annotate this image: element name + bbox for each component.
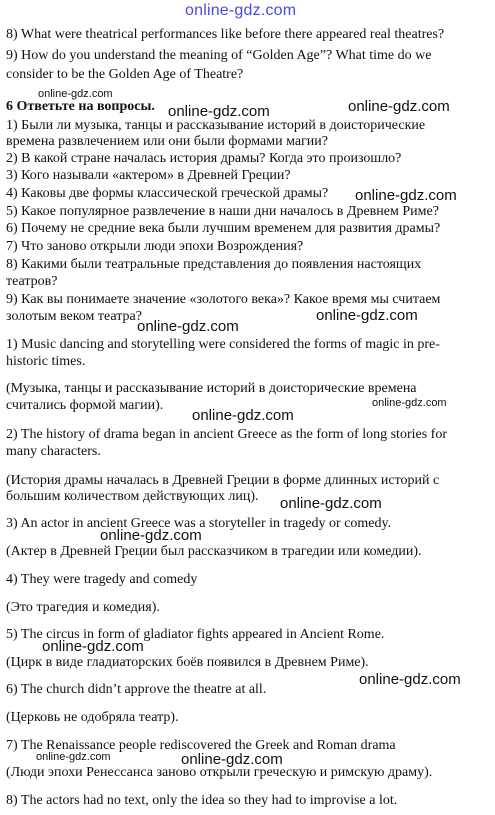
question-9-en-line2: consider to be the Golden Age of Theatre? bbox=[6, 67, 244, 82]
answer-2-en-line1: 2) The history of drama began in ancient Greece as the form of long stories for bbox=[6, 427, 447, 442]
watermark: online-gdz.com bbox=[348, 98, 450, 115]
watermark: online-gdz.com bbox=[100, 527, 202, 544]
question-8-ru-line1: 8) Какими были театральные представления до появления настоящих bbox=[6, 257, 422, 272]
question-4-ru: 4) Каковы две формы классической греческой драмы? bbox=[6, 186, 329, 201]
answer-1-en-line2: historic times. bbox=[6, 354, 86, 369]
question-8-en: 8) What were theatrical performances like before there appeared real theatres? bbox=[6, 27, 445, 42]
watermark: online-gdz.com bbox=[359, 671, 461, 688]
watermark: online-gdz.com bbox=[181, 751, 283, 768]
watermark: online-gdz.com bbox=[316, 307, 418, 324]
question-5-ru: 5) Какое популярное развлечение в наши дни началось в Древнем Риме? bbox=[6, 204, 439, 219]
section-heading: 6 Ответьте на вопросы. bbox=[6, 99, 155, 114]
question-9-ru-line1: 9) Как вы понимаете значение «золотого века»? Какое время мы считаем bbox=[6, 292, 441, 307]
question-9-en-line1: 9) How do you understand the meaning of “Golden Age”? What time do we bbox=[6, 48, 432, 63]
watermark: online-gdz.com bbox=[372, 397, 447, 409]
answer-1-ru-line2: считались формой магии). bbox=[6, 398, 164, 413]
answer-7-ru: (Люди эпохи Ренессанса заново открыли греческую и римскую драму). bbox=[6, 765, 433, 780]
watermark: online-gdz.com bbox=[280, 495, 382, 512]
watermark-top: online-gdz.com bbox=[185, 2, 297, 19]
answer-8-en: 8) The actors had no text, only the idea so they had to improvise a lot. bbox=[6, 793, 398, 808]
watermark: online-gdz.com bbox=[137, 318, 239, 335]
question-2-ru: 2) В какой стране началась история драмы? Когда это произошло? bbox=[6, 151, 402, 166]
question-7-ru: 7) Что заново открыли люди эпохи Возрождения? bbox=[6, 239, 304, 254]
watermark: online-gdz.com bbox=[168, 103, 270, 120]
answer-6-en: 6) The church didn’t approve the theatre at all. bbox=[6, 682, 267, 697]
watermark: online-gdz.com bbox=[38, 88, 113, 100]
watermark: online-gdz.com bbox=[192, 407, 294, 424]
answer-4-en: 4) They were tragedy and comedy bbox=[6, 572, 198, 587]
answer-2-ru-line1: (История драмы началась в Древней Греции в форме длинных историй с bbox=[6, 473, 440, 488]
answer-2-ru-line2: большим количеством действующих лиц). bbox=[6, 489, 259, 504]
answer-5-en: 5) The circus in form of gladiator fights appeared in Ancient Rome. bbox=[6, 627, 385, 642]
watermark: online-gdz.com bbox=[36, 751, 111, 763]
question-1-ru-line1: 1) Были ли музыка, танцы и рассказывание историй в доисторические bbox=[6, 118, 426, 133]
question-1-ru-line2: времена развлечением или они были формами магии? bbox=[6, 134, 329, 149]
question-9-ru-line2: золотым веком театра? bbox=[6, 309, 142, 324]
watermark: online-gdz.com bbox=[355, 187, 457, 204]
answer-2-en-line2: many characters. bbox=[6, 444, 101, 459]
answer-3-ru: (Актер в Древней Греции был рассказчиком в трагедии или комедии). bbox=[6, 544, 422, 559]
question-6-ru: 6) Почему не средние века были лучшим временем для развития драмы? bbox=[6, 221, 441, 236]
question-3-ru: 3) Кого называли «актером» в Древней Греции? bbox=[6, 168, 291, 183]
answer-7-en: 7) The Renaissance people rediscovered the Greek and Roman drama bbox=[6, 738, 396, 753]
answer-6-ru: (Церковь не одобряла театр). bbox=[6, 710, 179, 725]
question-8-ru-line2: театров? bbox=[6, 274, 58, 289]
answer-3-en: 3) An actor in ancient Greece was a storyteller in tragedy or comedy. bbox=[6, 516, 392, 531]
watermark: online-gdz.com bbox=[42, 638, 144, 655]
answer-1-ru-line1: (Музыка, танцы и рассказывание историй в доисторические времена bbox=[6, 381, 417, 396]
answer-5-ru: (Цирк в виде гладиаторских боёв появился в Древнем Риме). bbox=[6, 655, 369, 670]
answer-4-ru: (Это трагедия и комедия). bbox=[6, 600, 160, 615]
answer-1-en-line1: 1) Music dancing and storytelling were considered the forms of magic in pre- bbox=[6, 337, 440, 352]
